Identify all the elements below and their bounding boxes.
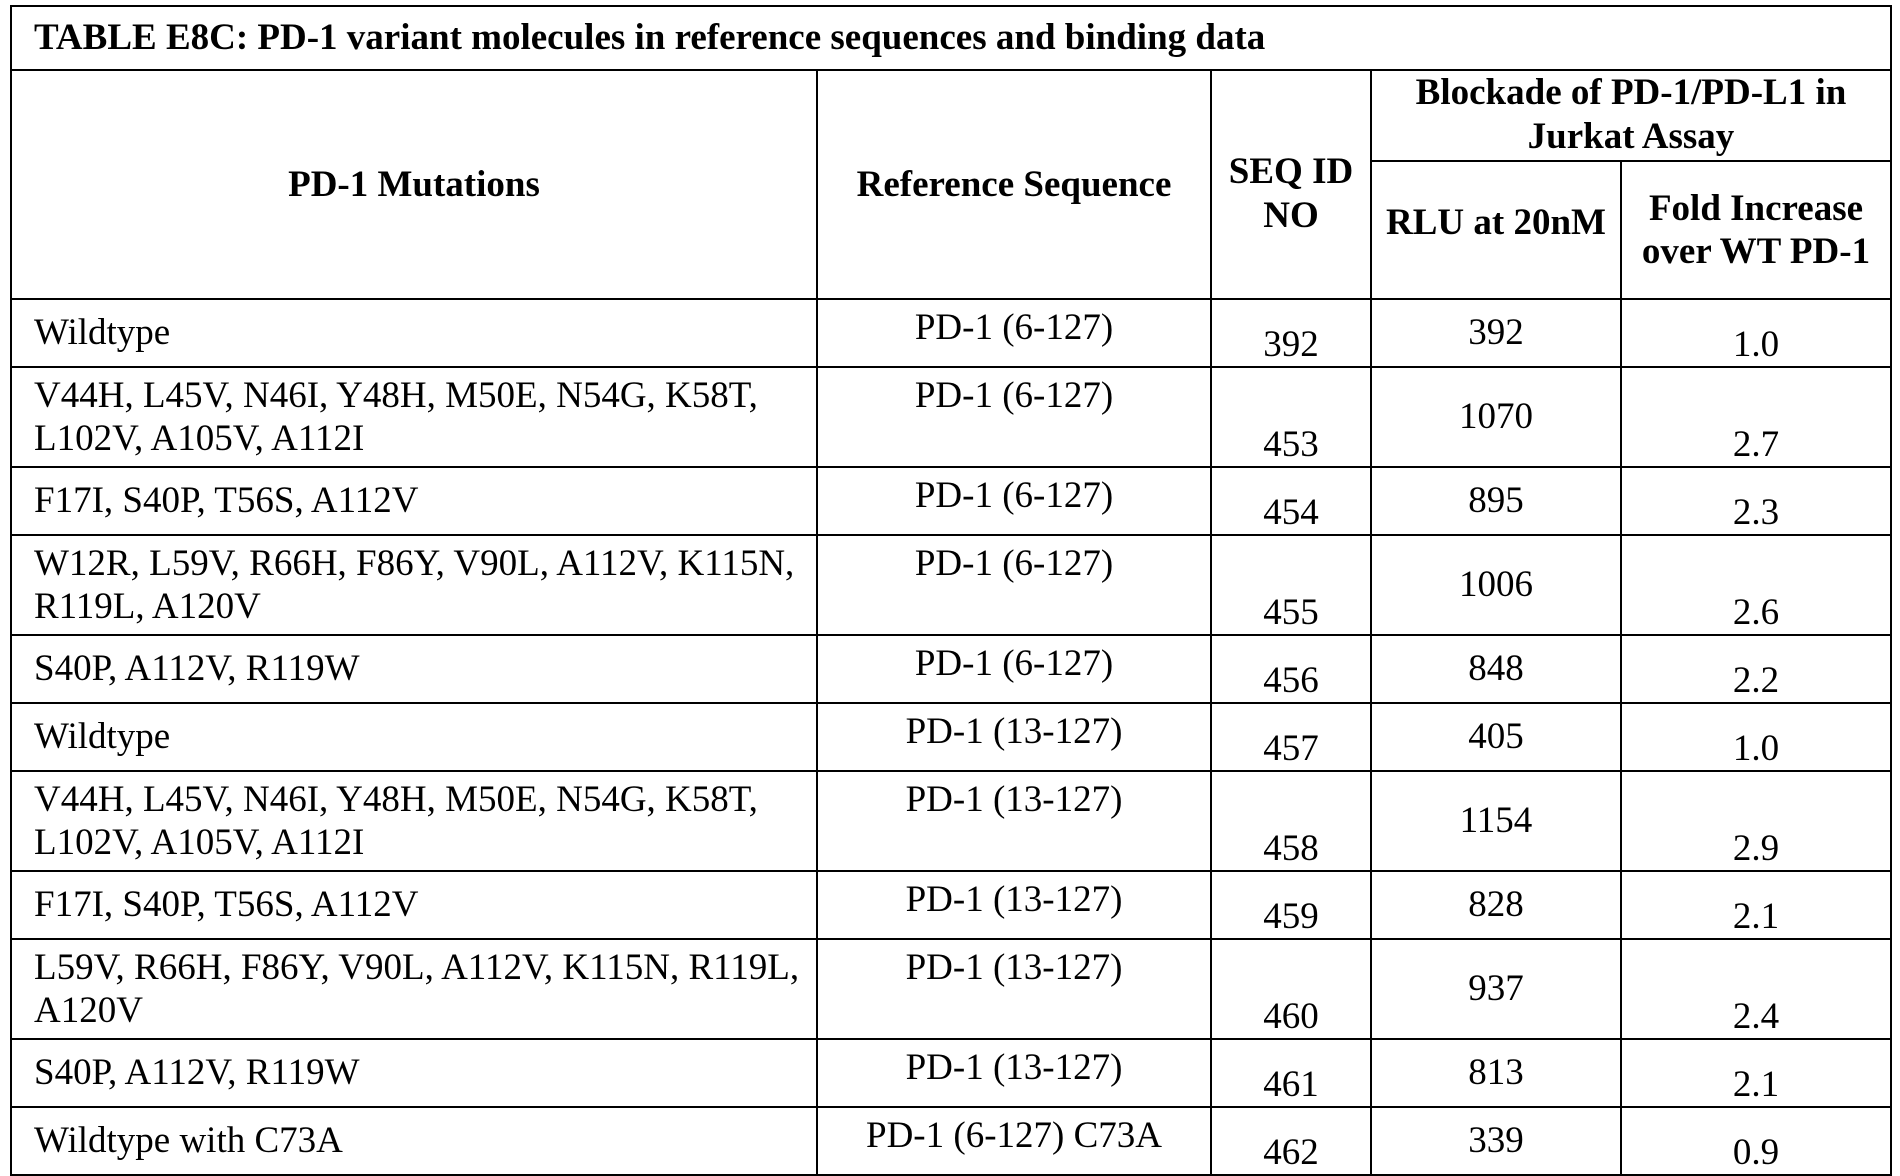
mutations-cell: Wildtype [11, 299, 817, 367]
seq-id-cell: 461 [1211, 1039, 1371, 1107]
table-row [11, 871, 1891, 939]
reference-cell: PD-1 (13-127) [817, 939, 1211, 1039]
mutations-cell: F17I, S40P, T56S, A112V [11, 467, 817, 535]
rlu-cell: 339 [1371, 1107, 1621, 1175]
table-row [11, 1039, 1891, 1107]
rlu-cell: 895 [1371, 467, 1621, 535]
seq-id-cell: 459 [1211, 871, 1371, 939]
fold-cell: 2.3 [1621, 467, 1891, 535]
reference-cell: PD-1 (13-127) [817, 771, 1211, 871]
reference-cell: PD-1 (13-127) [817, 871, 1211, 939]
rlu-cell: 813 [1371, 1039, 1621, 1107]
rlu-cell: 1006 [1371, 535, 1621, 635]
table-row [11, 367, 1891, 467]
header-blockade-group: Blockade of PD-1/PD-L1 in Jurkat Assay [1371, 70, 1891, 161]
variant-table [10, 5, 1892, 1176]
header-rlu: RLU at 20nM [1371, 161, 1621, 299]
fold-cell: 2.1 [1621, 871, 1891, 939]
seq-id-cell: 453 [1211, 367, 1371, 467]
fold-cell: 2.7 [1621, 367, 1891, 467]
reference-cell: PD-1 (6-127) C73A [817, 1107, 1211, 1175]
rlu-cell: 405 [1371, 703, 1621, 771]
reference-cell: PD-1 (13-127) [817, 703, 1211, 771]
seq-id-cell: 454 [1211, 467, 1371, 535]
mutations-cell: L59V, R66H, F86Y, V90L, A112V, K115N, R119L, A120V [11, 939, 817, 1039]
table-row [11, 771, 1891, 871]
reference-cell: PD-1 (6-127) [817, 635, 1211, 703]
fold-cell: 2.4 [1621, 939, 1891, 1039]
document-page [0, 0, 1900, 1118]
mutations-cell: Wildtype [11, 703, 817, 771]
seq-id-cell: 458 [1211, 771, 1371, 871]
seq-id-cell: 392 [1211, 299, 1371, 367]
table-title: TABLE E8C: PD-1 variant molecules in reference sequences and binding data [11, 6, 1891, 70]
table-row [11, 467, 1891, 535]
rlu-cell: 828 [1371, 871, 1621, 939]
mutations-cell: S40P, A112V, R119W [11, 635, 817, 703]
reference-cell: PD-1 (6-127) [817, 467, 1211, 535]
table-row [11, 703, 1891, 771]
fold-cell: 1.0 [1621, 299, 1891, 367]
rlu-cell: 937 [1371, 939, 1621, 1039]
rlu-cell: 392 [1371, 299, 1621, 367]
seq-id-cell: 457 [1211, 703, 1371, 771]
fold-cell: 2.2 [1621, 635, 1891, 703]
mutations-cell: F17I, S40P, T56S, A112V [11, 871, 817, 939]
fold-cell: 2.6 [1621, 535, 1891, 635]
mutations-cell: V44H, L45V, N46I, Y48H, M50E, N54G, K58T, L102V, A105V, A112I [11, 367, 817, 467]
seq-id-cell: 455 [1211, 535, 1371, 635]
header-seq-id: SEQ ID NO [1211, 70, 1371, 299]
fold-cell: 2.1 [1621, 1039, 1891, 1107]
fold-cell: 2.9 [1621, 771, 1891, 871]
reference-cell: PD-1 (6-127) [817, 367, 1211, 467]
header-fold: Fold Increase over WT PD-1 [1621, 161, 1891, 299]
table-row [11, 939, 1891, 1039]
reference-cell: PD-1 (13-127) [817, 1039, 1211, 1107]
header-mutations: PD-1 Mutations [11, 70, 817, 299]
fold-cell: 0.9 [1621, 1107, 1891, 1175]
rlu-cell: 1070 [1371, 367, 1621, 467]
fold-cell: 1.0 [1621, 703, 1891, 771]
mutations-cell: V44H, L45V, N46I, Y48H, M50E, N54G, K58T, L102V, A105V, A112I [11, 771, 817, 871]
mutations-cell: W12R, L59V, R66H, F86Y, V90L, A112V, K115N, R119L, A120V [11, 535, 817, 635]
table-row [11, 535, 1891, 635]
mutations-cell: S40P, A112V, R119W [11, 1039, 817, 1107]
rlu-cell: 1154 [1371, 771, 1621, 871]
table-body [11, 299, 1891, 1175]
seq-id-cell: 456 [1211, 635, 1371, 703]
seq-id-cell: 462 [1211, 1107, 1371, 1175]
rlu-cell: 848 [1371, 635, 1621, 703]
table-row [11, 635, 1891, 703]
mutations-cell: Wildtype with C73A [11, 1107, 817, 1175]
reference-cell: PD-1 (6-127) [817, 535, 1211, 635]
header-reference: Reference Sequence [817, 70, 1211, 299]
reference-cell: PD-1 (6-127) [817, 299, 1211, 367]
table-row [11, 299, 1891, 367]
seq-id-cell: 460 [1211, 939, 1371, 1039]
